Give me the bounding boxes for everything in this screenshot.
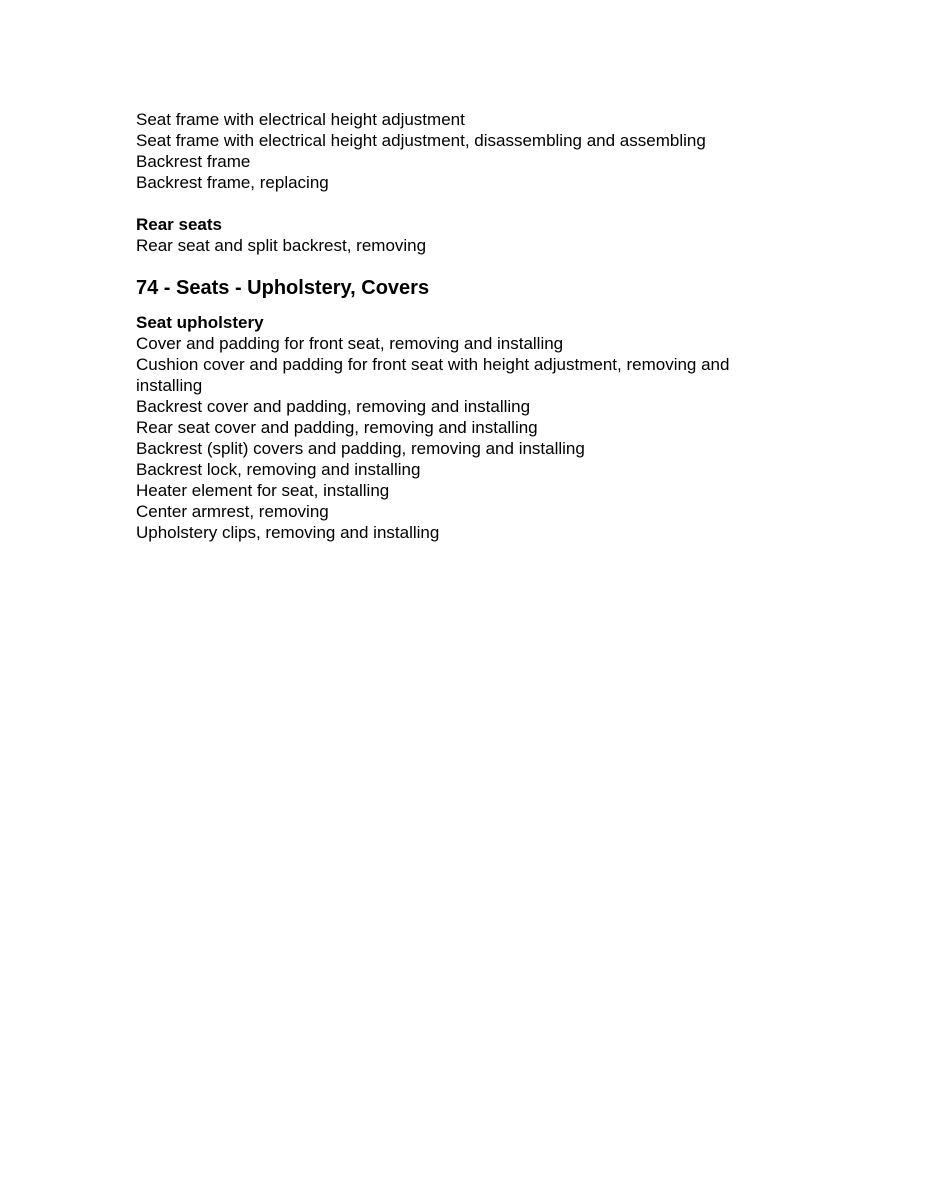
list-item: Backrest lock, removing and installing [136, 460, 421, 479]
list-item: Upholstery clips, removing and installing [136, 523, 440, 542]
list-item: Rear seat and split backrest, removing [136, 236, 427, 255]
list-item: Backrest frame [136, 152, 251, 171]
list-item: Seat frame with electrical height adjustment, disassembling and assembling [136, 131, 706, 150]
list-item: Backrest (split) covers and padding, removing and installing [136, 439, 585, 458]
chapter-title: 74 - Seats - Upholstery, Covers [136, 277, 430, 299]
spacer [136, 193, 786, 214]
seat-upholstery-list [136, 333, 786, 543]
list-item: Cushion cover and padding for front seat with height adjustment, removing and installing [136, 355, 730, 395]
list-item: Cover and padding for front seat, removing and installing [136, 334, 564, 353]
intro-list [136, 109, 786, 193]
rear-seats-list [136, 235, 786, 256]
document-page [136, 109, 786, 543]
section-heading: Rear seats [136, 215, 223, 234]
list-item: Backrest cover and padding, removing and installing [136, 397, 531, 416]
list-item: Backrest frame, replacing [136, 173, 329, 192]
list-item: Seat frame with electrical height adjustment [136, 110, 465, 129]
list-item: Heater element for seat, installing [136, 481, 390, 500]
seat-upholstery-section [136, 312, 786, 543]
list-item: Center armrest, removing [136, 502, 329, 521]
section-heading: Seat upholstery [136, 313, 264, 332]
rear-seats-section [136, 214, 786, 256]
list-item: Rear seat cover and padding, removing and installing [136, 418, 538, 437]
